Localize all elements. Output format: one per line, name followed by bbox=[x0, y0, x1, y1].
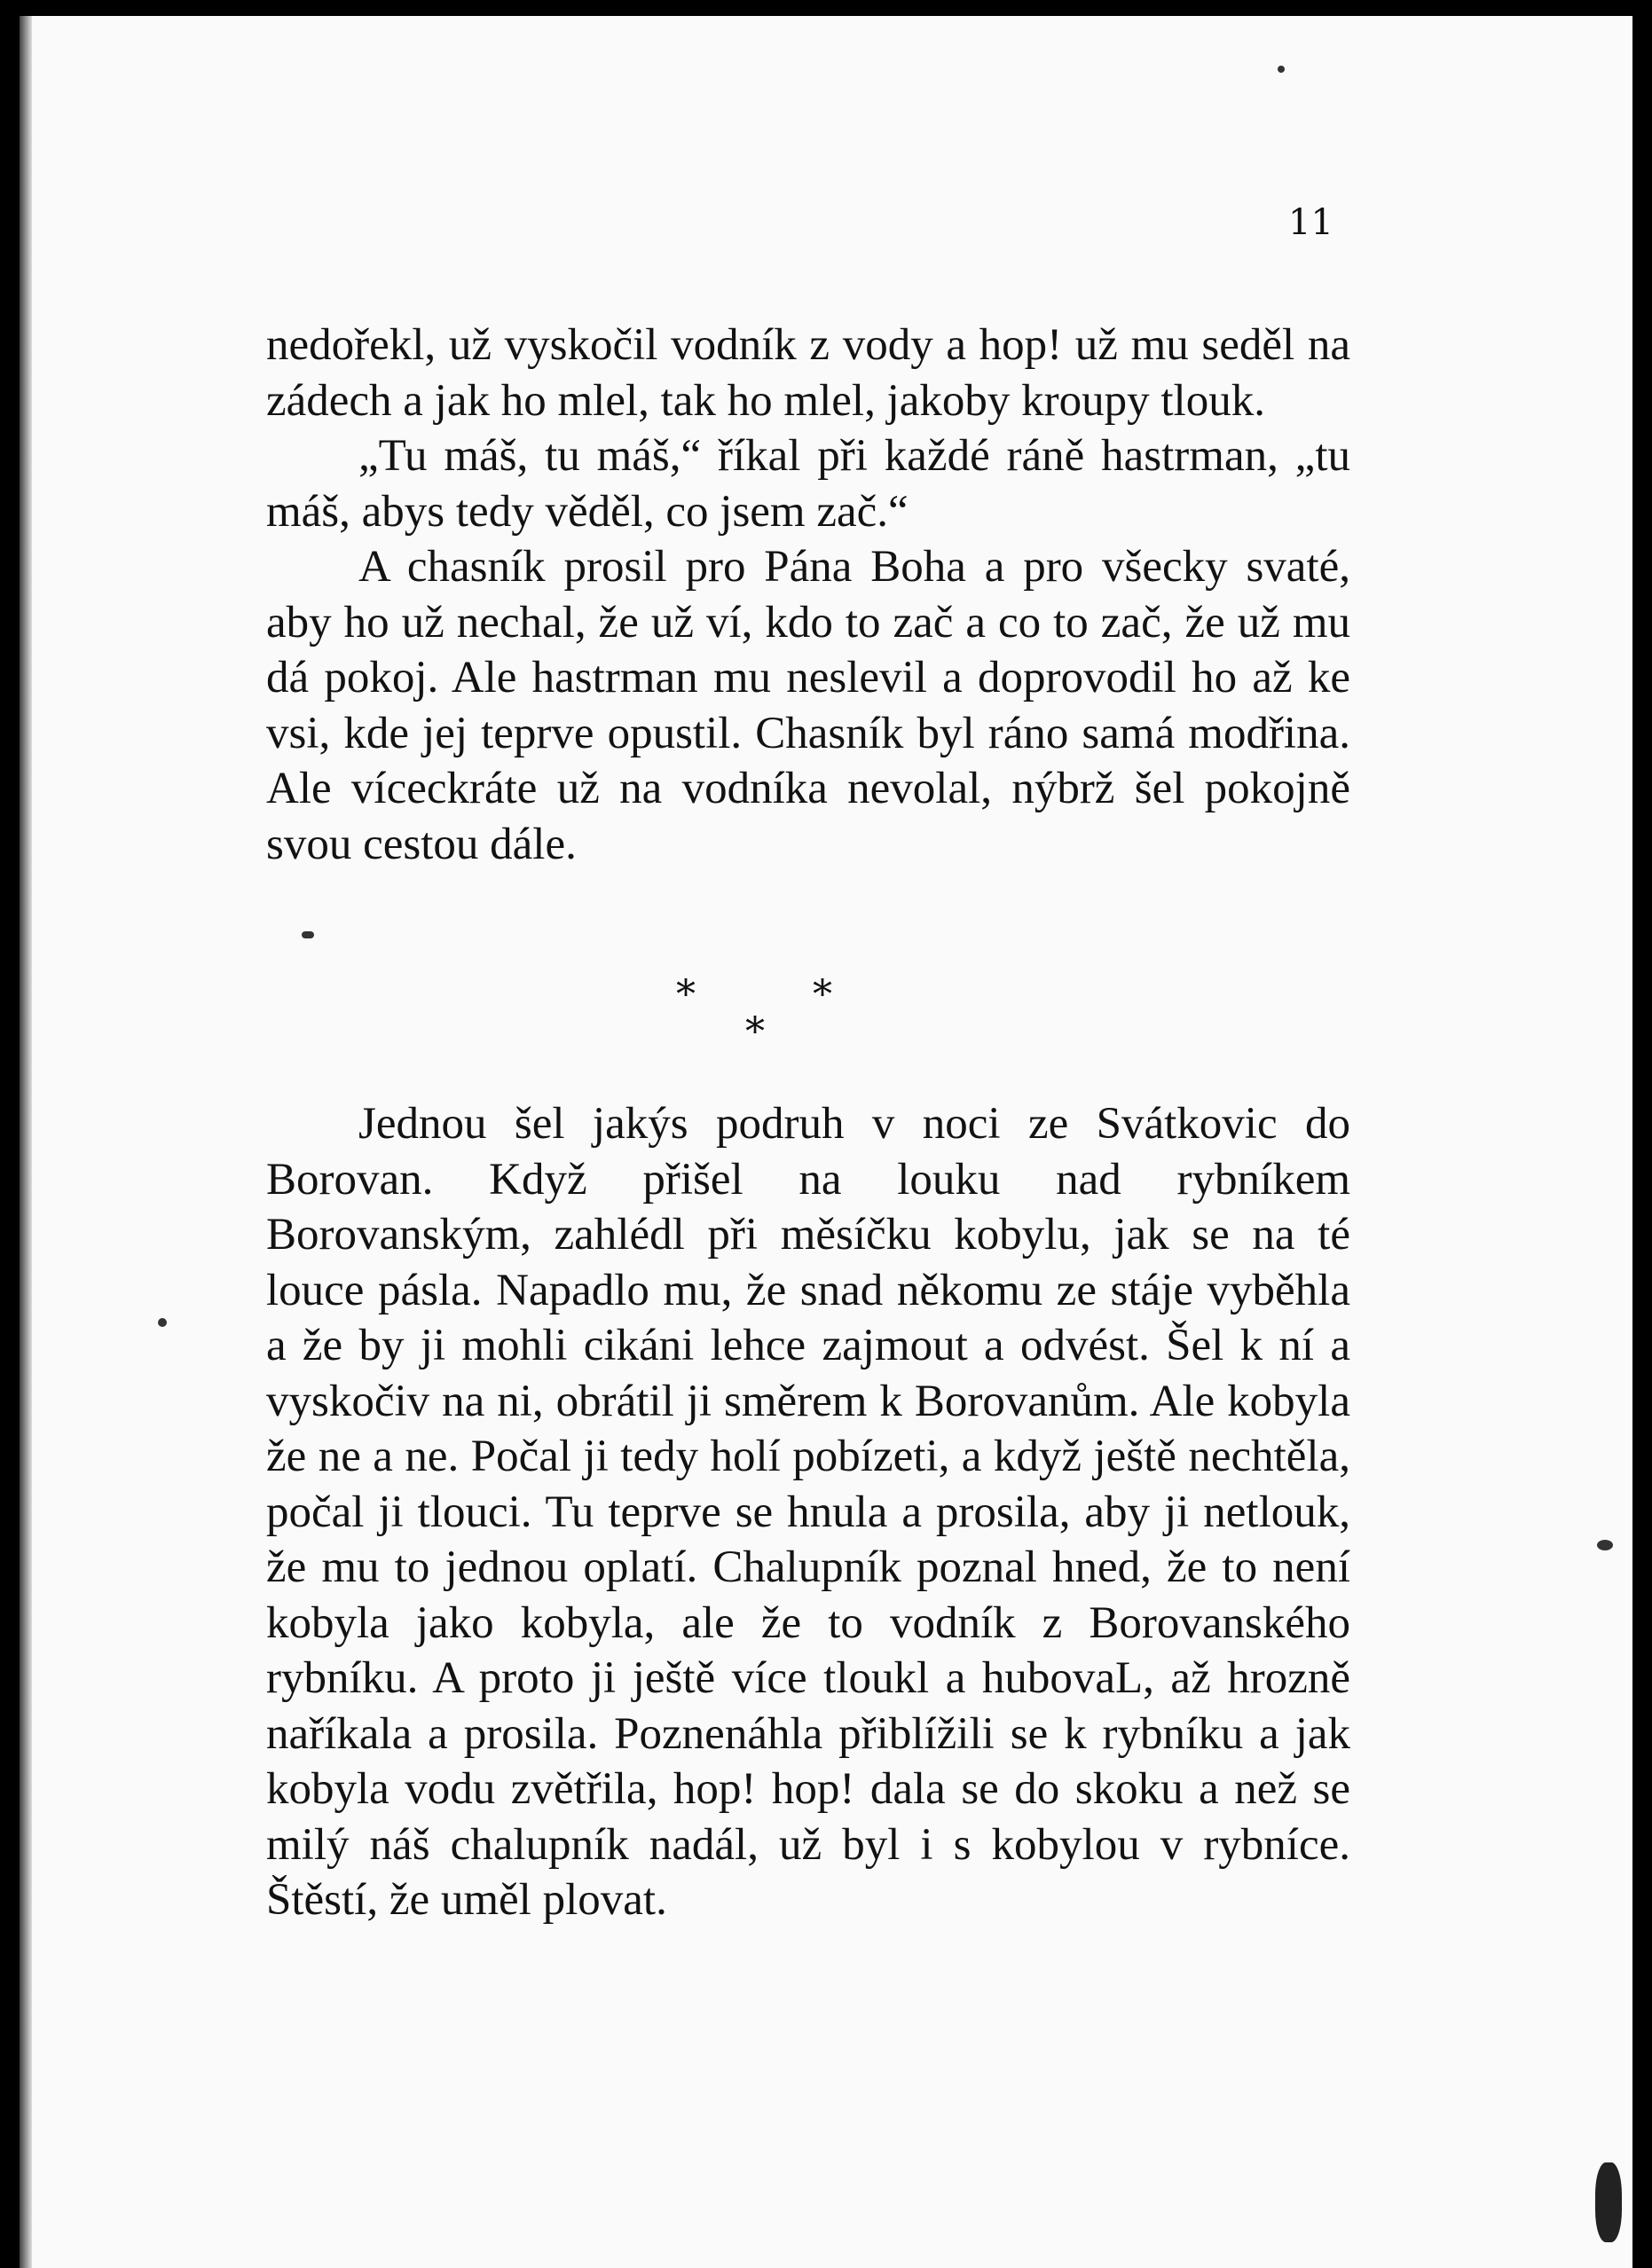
ink-speck bbox=[302, 931, 314, 938]
divider-star: * bbox=[813, 972, 832, 1017]
ink-speck bbox=[1278, 66, 1285, 73]
paragraph-podruh: Jednou šel jakýs podruh v noci ze Svátkovic do Borovan. Když přišel na louku nad rybníkem Borovanským, zahlédl při měsíčku kobylu, jak se na té louce pásla. Napadlo mu, že snad někomu ze stáje vyběhla a že by ji mohli cikáni lehce zajmout a odvést. Šel k ní a vyskočiv na ni, obrátil ji směrem k Borovanům. Ale kobyla že ne a ne. Počal ji tedy holí pobízeti, a když ještě nechtěla, počal ji tlouci. Tu teprve se hnula a prosila, aby ji netlouk, že mu to jednou oplatí. Chalupník poznal hned, že to není kobyla jako kobyla, ale že to vodník z Borovanského rybníku. A proto ji ještě více tloukl a hubovaL, až hrozně naříkala a prosila. Poznenáhla přiblížili se k rybníku a jak kobyla vodu zvětřila, hop! hop! dala se do skoku a než se milý náš chalupník nadál, už byl i s kobylou v rybníce. Štěstí, že uměl plovat. bbox=[266, 1099, 1350, 1925]
page-number: 11 bbox=[1288, 202, 1333, 243]
paragraph-chasnik: A chasník prosil pro Pána Boha a pro všecky svaté, aby ho už nechal, že už ví, kdo to zač a co to zač, že už mu dá pokoj. Ale hastrman mu neslevil a doprovodil ho až ke vsi, kde jej teprve opustil. Chasník byl ráno samá modřina. Ale víceckráte už na vodníka nevolal, nýbrž šel pokojně svou cestou dále. bbox=[266, 542, 1350, 869]
text-section-first bbox=[266, 318, 1350, 872]
ink-speck bbox=[1595, 2162, 1622, 2242]
book-page bbox=[20, 16, 1632, 2268]
divider-star: * bbox=[676, 972, 696, 1017]
text-section-second bbox=[266, 1096, 1350, 1928]
divider-star: * bbox=[745, 1009, 765, 1055]
ink-speck bbox=[158, 1318, 167, 1327]
ink-speck bbox=[1597, 1540, 1613, 1550]
page-gutter-shadow bbox=[20, 16, 32, 2268]
section-divider bbox=[676, 972, 871, 1070]
paragraph-continued: nedořekl, už vyskočil vodník z vody a hop! už mu seděl na zádech a jak ho mlel, tak ho mlel, jakoby kroupy tlouk. bbox=[266, 320, 1350, 426]
paragraph-hastrman-speech: „Tu máš, tu máš,“ říkal při každé ráně hastrman, „tu máš, abys tedy věděl, co jsem zač.“ bbox=[266, 431, 1350, 537]
